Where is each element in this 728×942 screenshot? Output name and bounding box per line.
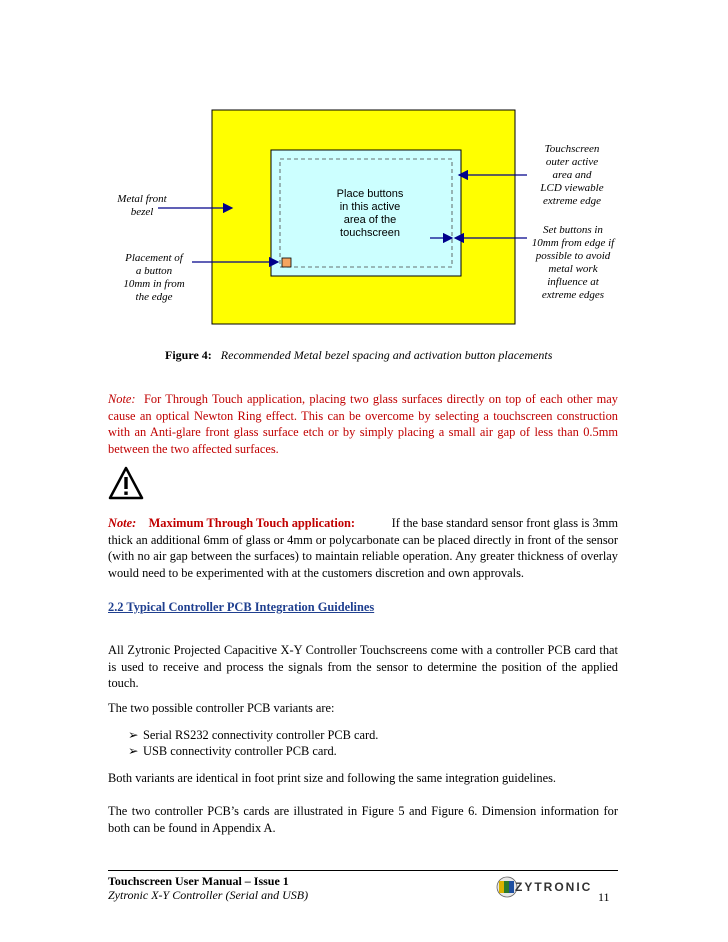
note2-label: Note: [108, 516, 137, 530]
note-label: Note [108, 392, 132, 406]
list-item-text: Serial RS232 connectivity controller PCB card. [143, 728, 379, 742]
figure-caption-label: Figure 4: [165, 348, 212, 362]
label-outer-active: Touchscreen outer active area and LCD viewable extreme edge [540, 143, 604, 207]
note-text: For Through Touch application, placing two glass surfaces directly on top of each other may cause an optical Newton Ring effect. This can be overcome by selecting a touchscreen construction with an Anti-glare front glass surface etch or by simply placing a small air gap of less than 0.5mm between the two affected surfaces. [108, 392, 618, 456]
label-set-buttons: Set buttons in 10mm from edge if possible to avoid metal work influence at extreme edges [531, 224, 615, 301]
variant-list [128, 727, 378, 759]
zytronic-logo-text: ZYTRONIC [515, 880, 593, 894]
list-item-text: USB connectivity controller PCB card. [143, 744, 337, 758]
label-place-buttons: Place buttons in this active area of the touchscreen [336, 188, 404, 239]
note2-lead: If the base standard sensor front glass is 3mm [391, 516, 618, 530]
note2-text: thick an additional 6mm of glass or 4mm or polycarbonate can be placed directly in front of the sensor (with no air gap between the surfaces) to maintain reliable operation. Any greater thickness of overlay would need to be experimented with at the customers discretion and own approvals. [108, 532, 618, 580]
paragraph-intro: All Zytronic Projected Capacitive X-Y Controller Touchscreens come with a controller PCB card that is used to receive and process the signals from the sensor to determine the position of the applied touch. [108, 643, 618, 690]
footer-title: Touchscreen User Manual – Issue 1 [108, 874, 289, 888]
footer-subtitle: Zytronic X-Y Controller (Serial and USB) [108, 888, 309, 902]
label-metal-front-bezel: Metal front bezel [117, 193, 167, 218]
note-max-through-touch [108, 515, 618, 581]
sample-button [282, 258, 291, 267]
figure-caption-text: Recommended Metal bezel spacing and activation button placements [220, 348, 553, 362]
label-placement: Placement of a button 10mm in from the edge [123, 252, 185, 303]
section-heading[interactable]: 2.2 Typical Controller PCB Integration Guidelines [108, 600, 375, 614]
arrow-bullet-icon: ➢ [128, 728, 139, 742]
footer-rule [108, 870, 618, 871]
page-number: 11 [598, 890, 610, 904]
warning-icon [108, 466, 144, 500]
zytronic-logo [496, 876, 602, 898]
paragraph-variants: The two possible controller PCB variants are: [108, 701, 335, 715]
note-newton-ring [108, 391, 618, 457]
list-item [128, 743, 378, 759]
list-item [128, 727, 378, 743]
arrow-bullet-icon: ➢ [128, 744, 139, 758]
note2-heading: Maximum Through Touch application: [148, 516, 356, 530]
note2-first-line [108, 515, 618, 532]
paragraph-footprint: Both variants are identical in foot print size and following the same integration guidelines. [108, 771, 557, 785]
paragraph-figures: The two controller PCB’s cards are illustrated in Figure 5 and Figure 6. Dimension information for both can be found in Appendix A. [108, 804, 618, 835]
note-colon: : [131, 392, 136, 406]
figure-caption [165, 348, 625, 363]
figure-4 [0, 0, 728, 330]
